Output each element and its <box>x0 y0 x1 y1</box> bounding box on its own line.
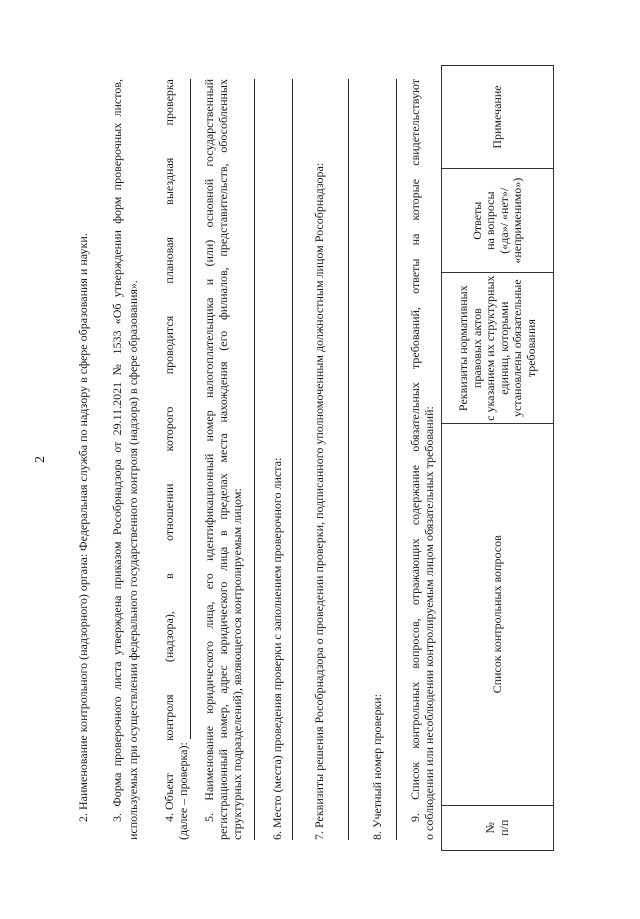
item-8-record-number: 8. Учетный номер проверки: <box>370 693 384 840</box>
item-2-control-body: 2. Наименование контрольного (надзорного) органа: Федеральная служба по надзору в сфере образования и науки. <box>76 233 90 822</box>
item-6-place: 6. Место (места) проведения проверки с заполнением проверочного листа: <box>270 457 284 840</box>
header-answers: Ответы на вопросы («да»/ «нет»/ «неприменимо») <box>442 169 554 273</box>
checklist-table <box>441 65 554 851</box>
item-4-word: выездная <box>162 157 176 205</box>
item-3-line-2: используемых при осуществлении федерального государственного контроля (надзора) в сфере образования». <box>126 280 140 840</box>
item-5-fill-line-1 <box>254 79 255 840</box>
item-9-line-2: о соблюдении или несоблюдении контролируемым лицом обязательных требований: <box>422 406 436 840</box>
item-4-word: (надзора), <box>162 611 176 663</box>
header-number: № п/п <box>442 805 554 850</box>
item-5-line-1: 5. Наименование юридического лица, его идентификационный номер налогоплательщика и (или) основной государственный <box>202 79 216 822</box>
item-3-line-1: 3. Форма проверочного листа утверждена приказом Рособрнадзора от 29.11.2021 № 1533 «Об утверждении форм проверочных листов, <box>110 79 124 822</box>
item-5-line-3: структурных подразделений), являющегося контролируемым лицом: <box>230 488 244 840</box>
item-6-fill-line-1 <box>292 79 293 840</box>
item-8-fill-line-1 <box>396 79 397 840</box>
item-4-word: проводится <box>162 315 176 375</box>
item-9-line-1: 9. Список контрольных вопросов, отражающих содержание обязательных требований, ответы на которые свидетельствуют <box>408 79 422 822</box>
item-4-word: 4. Объект <box>162 773 176 822</box>
item-4-fill-line <box>190 79 191 739</box>
table-header-row <box>442 66 554 851</box>
item-4-word: которого <box>162 406 176 452</box>
header-requisites: Реквизиты нормативных правовых актов с указанием их структурных единиц, которыми установлены обязательные требования <box>442 273 554 424</box>
item-5-line-2: регистрационный номер, адрес юридического лица в пределах места нахождения (его филиалов, представительств, обособленных <box>216 79 230 840</box>
item-7-decision: 7. Реквизиты решения Рособрнадзора о проведении проверки, подписанного уполномоченным должностным лицом Рособрнадзора: <box>312 162 326 840</box>
header-questions: Список контрольных вопросов <box>442 424 554 806</box>
item-4-word: отношении <box>162 483 176 541</box>
item-4-line-2: (далее – проверка): <box>176 742 190 840</box>
item-4-word: в <box>162 573 176 579</box>
header-note: Примечание <box>442 66 554 169</box>
item-4-word: плановая <box>162 237 176 284</box>
item-7-fill-line-1 <box>348 79 349 840</box>
item-4-word: проверка <box>162 79 176 126</box>
item-4-line-1 <box>162 79 176 822</box>
item-4-word: контроля <box>162 694 176 741</box>
page-number: 2 <box>33 456 48 463</box>
